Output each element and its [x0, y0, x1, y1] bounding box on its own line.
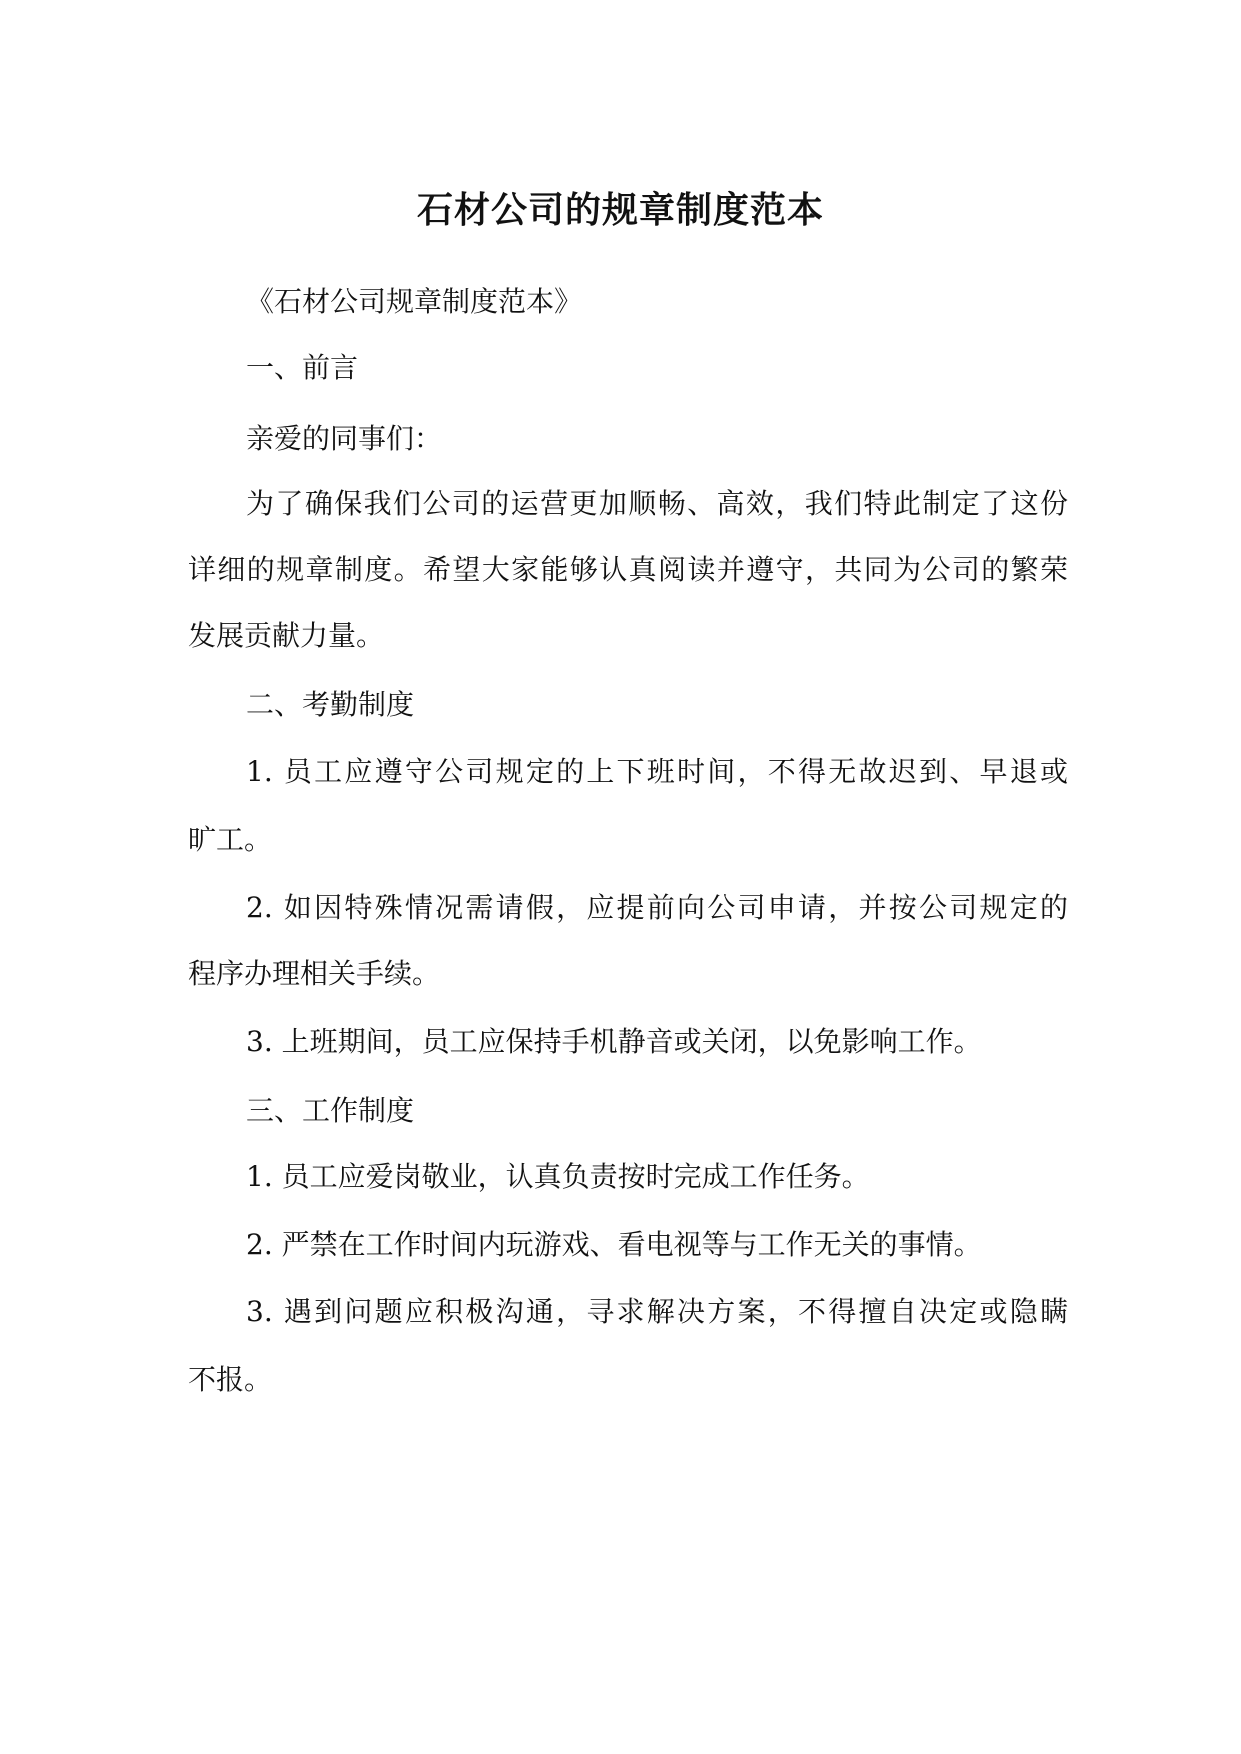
document-subtitle: 《石材公司规章制度范本》	[246, 285, 583, 318]
section-heading-attendance: 二、考勤制度	[246, 688, 415, 721]
paragraph-line: 为了确保我们公司的运营更加顺畅、高效，我们特此制定了这份	[246, 487, 1068, 520]
greeting-line: 亲爱的同事们：	[246, 422, 443, 455]
section-heading-work: 三、工作制度	[246, 1094, 415, 1127]
list-item-line: 程序办理相关手续。	[188, 957, 441, 990]
list-item-line: 3. 上班期间，员工应保持手机静音或关闭，以免影响工作。	[246, 1025, 982, 1058]
paragraph-line: 发展贡献力量。	[188, 619, 385, 652]
list-item-line: 1. 员工应爱岗敬业，认真负责按时完成工作任务。	[246, 1160, 870, 1193]
document-title: 石材公司的规章制度范本	[416, 189, 824, 231]
paragraph-line: 详细的规章制度。希望大家能够认真阅读并遵守，共同为公司的繁荣	[188, 553, 1068, 586]
list-item-line: 不报。	[188, 1363, 273, 1396]
list-item-line: 2. 严禁在工作时间内玩游戏、看电视等与工作无关的事情。	[246, 1228, 982, 1261]
list-item-line: 旷工。	[188, 823, 273, 856]
section-heading-preface: 一、前言	[246, 351, 359, 384]
list-item-line: 2. 如因特殊情况需请假，应提前向公司申请，并按公司规定的	[246, 891, 1068, 924]
list-item-line: 1. 员工应遵守公司规定的上下班时间，不得无故迟到、早退或	[246, 755, 1068, 788]
list-item-line: 3. 遇到问题应积极沟通，寻求解决方案，不得擅自决定或隐瞒	[246, 1295, 1068, 1328]
